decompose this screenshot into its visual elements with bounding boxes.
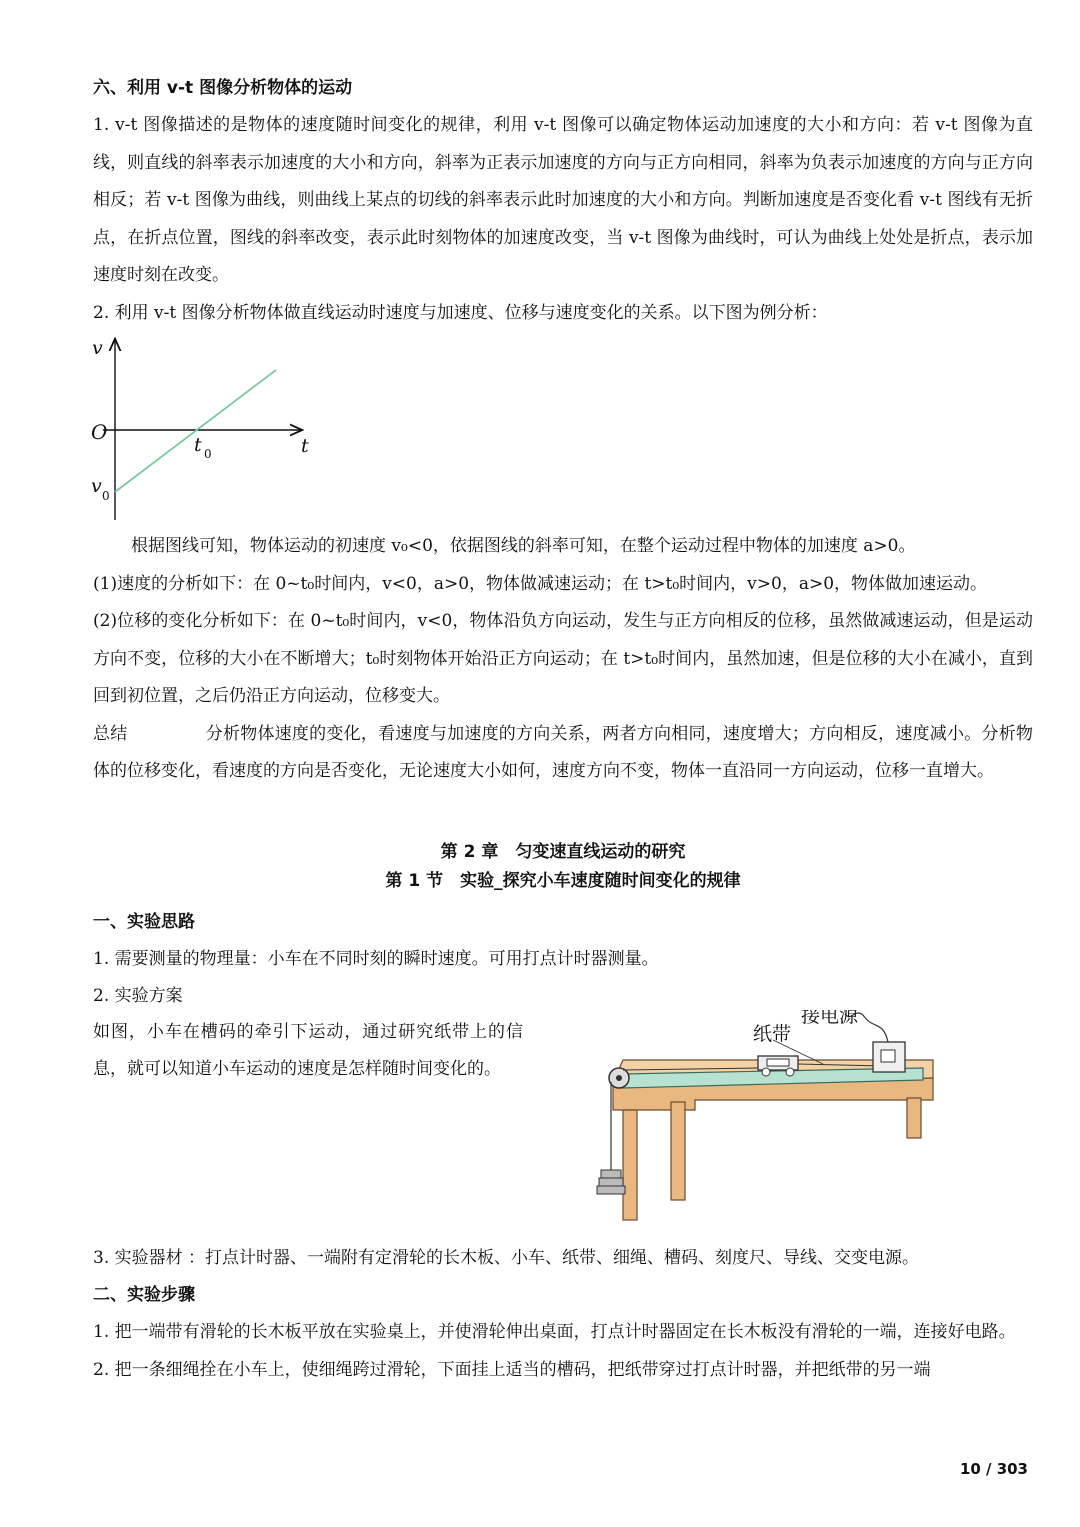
experiment-illustration — [583, 1010, 943, 1230]
section6-paragraph-1: 1. v-t 图像描述的是物体的速度随时间变化的规律，利用 v-t 图像可以确定物体运动加速度的大小和方向：若 v-t 图像为直线，则直线的斜率表示加速度的大小和方向，斜率为正表示加速度的方向与正方向相同，斜率为负表示加速度的方向与正方向相反；若 v-t 图像为曲线，则曲线上某点的切线的斜率表示此时加速度的大小和方向。判断加速度是否变化看 v-t 图线有无折点，在折点位置，图线的斜率改变，表示此时刻物体的加速度改变，当 v-t 图像为曲线时，可认为曲线上处处是折点，表示加速度时刻在改变。 — [93, 115, 1033, 285]
t0-subscript: 0 — [204, 447, 212, 461]
experiment-figure — [583, 1010, 943, 1230]
origin-label: O — [91, 420, 108, 444]
experiment-description: 如图，小车在槽码的牵引下运动，通过研究纸带上的信息，就可以知道小车运动的速度是怎样随时间变化的。 — [93, 1021, 523, 1079]
part2-title: 二、实验步骤 — [93, 1285, 195, 1305]
section6-title: 六、利用 v-t 图像分析物体的运动 — [93, 78, 353, 98]
part1-item-2: 2. 实验方案 — [93, 986, 183, 1006]
page-content — [93, 70, 1033, 1389]
vt-line — [115, 370, 276, 492]
table-leg-left — [623, 1110, 637, 1220]
v-axis-label: v — [92, 337, 103, 359]
section6-paragraph-2: 2. 利用 v-t 图像分析物体做直线运动时速度与加速度、位移与速度变化的关系。以下图为例分析： — [93, 302, 828, 323]
chapter-title: 第 2 章 匀变速直线运动的研究 — [440, 841, 686, 862]
v0-label: v — [91, 475, 102, 497]
part2-step-1: 1. 把一端带有滑轮的长木板平放在实验桌上，并使滑轮伸出桌面，打点计时器固定在长木板没有滑轮的一端，连接好电路。 — [93, 1322, 1016, 1342]
part1-item-3: 3. 实验器材 ：打点计时器、一端附有定滑轮的长木板、小车、纸带、细绳、槽码、刻度尺、导线、交变电源。 — [93, 1247, 920, 1268]
summary-label: 总结 — [93, 723, 128, 744]
table-leg-mid — [671, 1102, 685, 1200]
page-number: 10 / 303 — [959, 1460, 1028, 1478]
summary-paragraph — [93, 716, 1033, 791]
experiment-row — [93, 1009, 1033, 1230]
t-axis-label: t — [301, 435, 309, 457]
section6-paragraph-5: (2)位移的变化分析如下：在 0~t₀时间内，v<0，物体沿负方向运动，发生与正方向相反的位移，虽然做减速运动，但是运动方向不变，位移的大小在不断增大；t₀时刻物体开始沿正方向运动；在 t>t₀时间内，虽然加速，但是位移的大小在减小，直到回到初位置，之后仍沿正方向运动，位移变大。 — [93, 611, 1033, 706]
label-power: 接电源 — [801, 1009, 859, 1027]
summary-text: 分析物体速度的变化，看速度与加速度的方向关系，两者方向相同，速度增大；方向相反，速度减小。分析物体的位移变化，看速度的方向是否变化，无论速度大小如何，速度方向不变，物体一直沿同一方向运动，位移一直增大。 — [93, 723, 1034, 781]
section6-paragraph-3: 根据图线可知，物体运动的初速度 v₀<0，依据图线的斜率可知，在整个运动过程中物体的加速度 a>0。 — [131, 536, 916, 556]
section-title: 第 1 节 实验_探究小车速度随时间变化的规律 — [385, 870, 741, 891]
t0-label: t — [194, 434, 202, 456]
vt-graph — [83, 334, 323, 524]
part1-item-1: 1. 需要测量的物理量：小车在不同时刻的瞬时速度。可用打点计时器测量。 — [93, 948, 659, 969]
v0-subscript: 0 — [102, 489, 110, 503]
part1-title: 一、实验思路 — [93, 911, 195, 932]
section6-paragraph-4: (1)速度的分析如下：在 0~t₀时间内，v<0，a>0，物体做减速运动；在 t>t₀时间内，v>0，a>0，物体做加速运动。 — [93, 573, 988, 594]
label-tape: 纸带 — [753, 1022, 792, 1045]
part2-step-2: 2. 把一条细绳拴在小车上，使细绳跨过滑轮，下面挂上适当的槽码，把纸带穿过打点计时器，并把纸带的另一端 — [93, 1359, 931, 1380]
table-leg-right — [907, 1098, 921, 1138]
vt-graph-svg — [83, 334, 323, 524]
weights — [601, 1170, 621, 1178]
